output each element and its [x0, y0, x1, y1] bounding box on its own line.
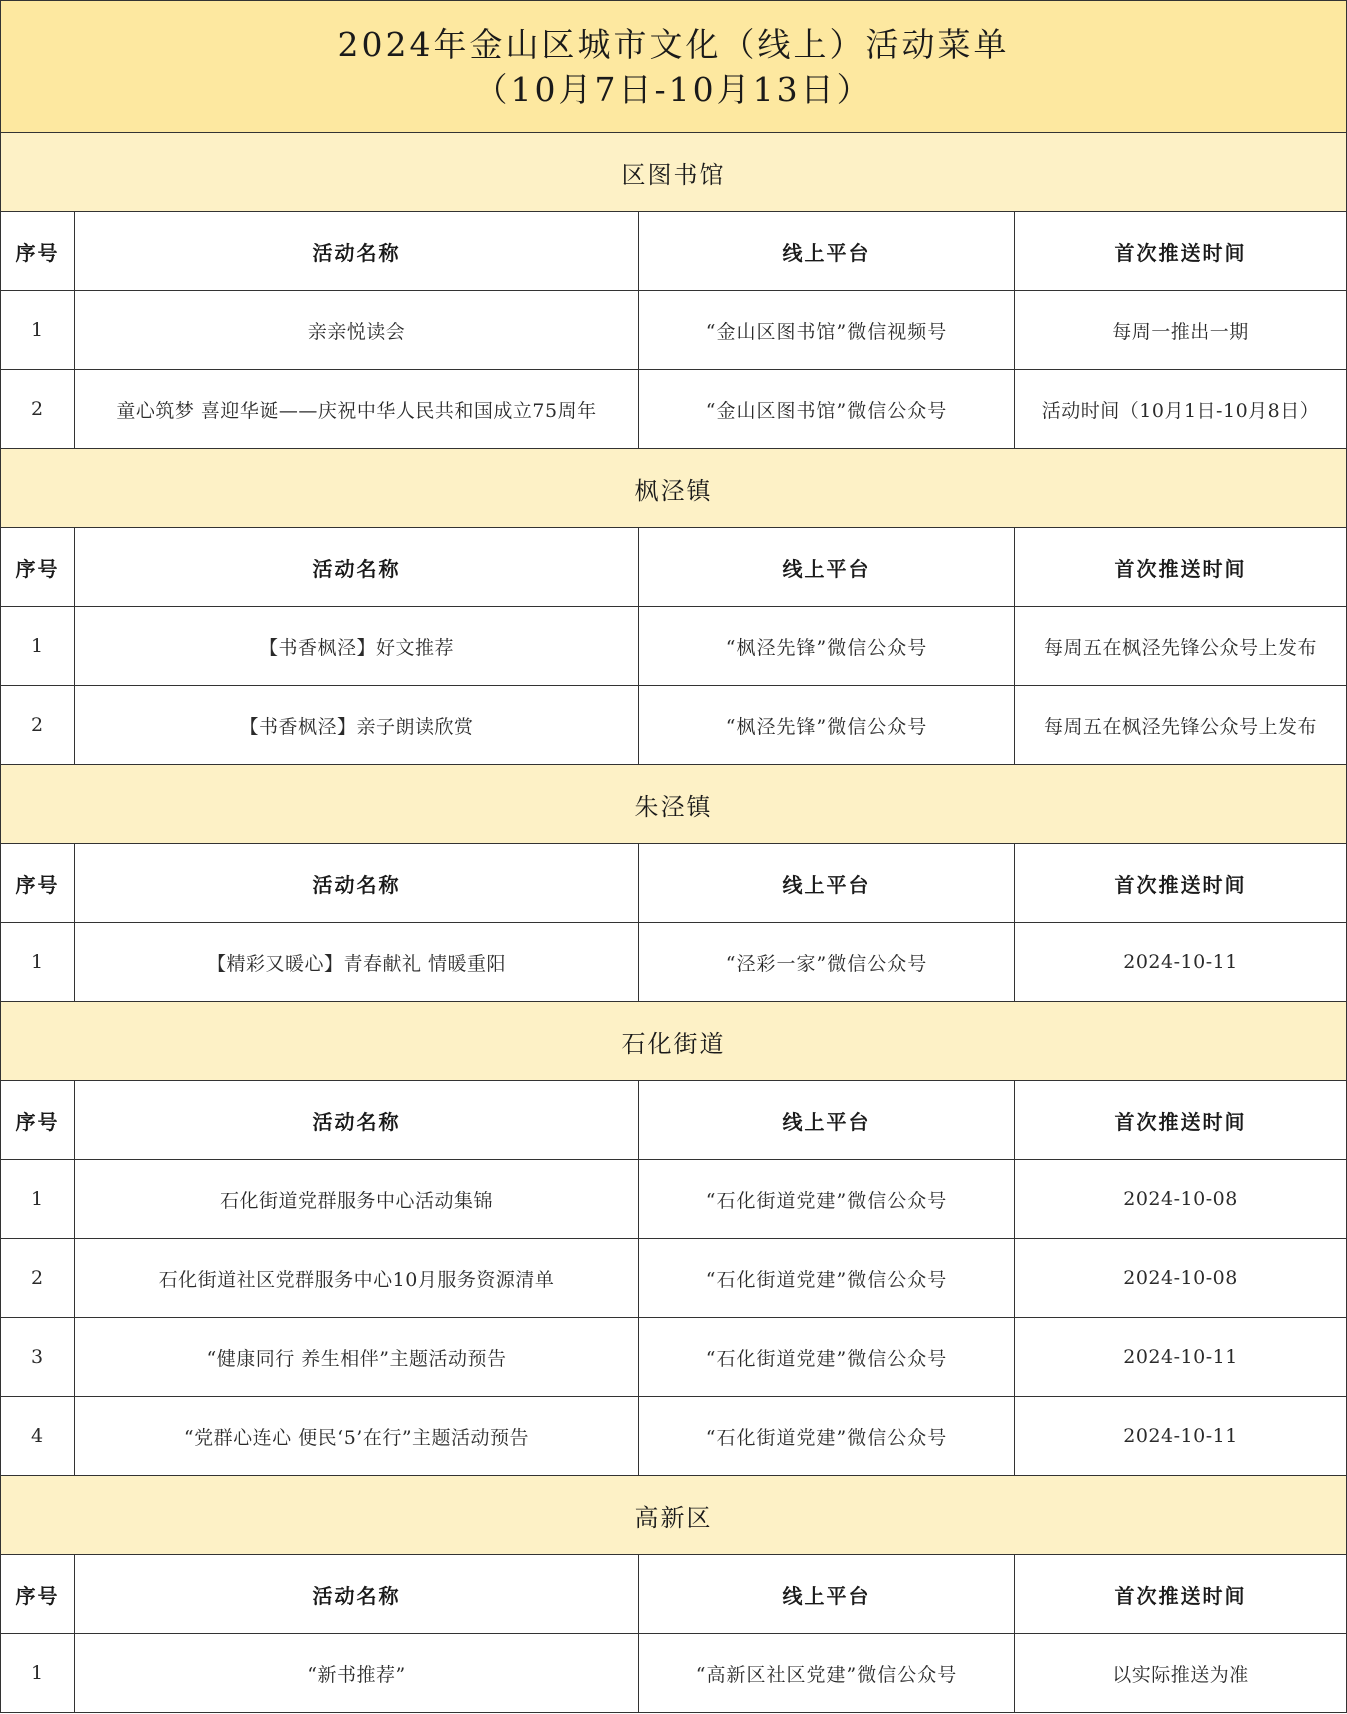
table-row [1, 923, 1347, 1002]
column-header-row [1, 1081, 1347, 1160]
first-push-time: 活动时间（10月1日-10月8日） [1015, 370, 1347, 449]
first-push-time: 每周五在枫泾先锋公众号上发布 [1015, 686, 1347, 765]
section-row [1, 133, 1347, 212]
section-row [1, 765, 1347, 844]
column-header-index: 序号 [1, 1555, 75, 1634]
section-row [1, 449, 1347, 528]
first-push-time: 2024-10-11 [1015, 923, 1347, 1002]
table-row [1, 607, 1347, 686]
column-header-platform: 线上平台 [639, 1555, 1015, 1634]
column-header-row [1, 528, 1347, 607]
online-platform: “泾彩一家”微信公众号 [639, 923, 1015, 1002]
section-title: 枫泾镇 [1, 449, 1347, 528]
row-index: 2 [1, 686, 75, 765]
column-header-platform: 线上平台 [639, 212, 1015, 291]
table-row [1, 1318, 1347, 1397]
activity-name: “健康同行 养生相伴”主题活动预告 [75, 1318, 639, 1397]
title-line-date-range: （10月7日-10月13日） [474, 69, 873, 109]
online-platform: “石化街道党建”微信公众号 [639, 1397, 1015, 1476]
section-title: 朱泾镇 [1, 765, 1347, 844]
first-push-time: 以实际推送为准 [1015, 1634, 1347, 1713]
section-row [1, 1002, 1347, 1081]
row-index: 1 [1, 923, 75, 1002]
column-header-time: 首次推送时间 [1015, 212, 1347, 291]
activity-name: 【书香枫泾】亲子朗读欣赏 [75, 686, 639, 765]
activity-name: 亲亲悦读会 [75, 291, 639, 370]
column-header-index: 序号 [1, 844, 75, 923]
first-push-time: 2024-10-11 [1015, 1397, 1347, 1476]
row-index: 1 [1, 607, 75, 686]
online-platform: “枫泾先锋”微信公众号 [639, 686, 1015, 765]
column-header-row [1, 844, 1347, 923]
column-header-platform: 线上平台 [639, 1081, 1015, 1160]
column-header-row [1, 212, 1347, 291]
online-platform: “石化街道党建”微信公众号 [639, 1318, 1015, 1397]
row-index: 4 [1, 1397, 75, 1476]
activity-name: 石化街道社区党群服务中心10月服务资源清单 [75, 1239, 639, 1318]
column-header-name: 活动名称 [75, 844, 639, 923]
column-header-name: 活动名称 [75, 212, 639, 291]
activity-name: 【书香枫泾】好文推荐 [75, 607, 639, 686]
online-platform: “高新区社区党建”微信公众号 [639, 1634, 1015, 1713]
column-header-name: 活动名称 [75, 1081, 639, 1160]
column-header-time: 首次推送时间 [1015, 844, 1347, 923]
table-row [1, 1634, 1347, 1713]
first-push-time: 每周五在枫泾先锋公众号上发布 [1015, 607, 1347, 686]
column-header-name: 活动名称 [75, 528, 639, 607]
section-title: 石化街道 [1, 1002, 1347, 1081]
column-header-time: 首次推送时间 [1015, 1081, 1347, 1160]
row-index: 2 [1, 1239, 75, 1318]
column-header-index: 序号 [1, 212, 75, 291]
column-header-time: 首次推送时间 [1015, 1555, 1347, 1634]
online-platform: “枫泾先锋”微信公众号 [639, 607, 1015, 686]
first-push-time: 2024-10-08 [1015, 1160, 1347, 1239]
table-row [1, 686, 1347, 765]
table-row [1, 291, 1347, 370]
activity-name: 【精彩又暖心】青春献礼 情暖重阳 [75, 923, 639, 1002]
table-row [1, 370, 1347, 449]
title-line-main: 2024年金山区城市文化（线上）活动菜单 [337, 24, 1010, 64]
column-header-row [1, 1555, 1347, 1634]
activity-name: 童心筑梦 喜迎华诞——庆祝中华人民共和国成立75周年 [75, 370, 639, 449]
section-title: 区图书馆 [1, 133, 1347, 212]
section-row [1, 1476, 1347, 1555]
row-index: 2 [1, 370, 75, 449]
online-platform: “金山区图书馆”微信视频号 [639, 291, 1015, 370]
online-platform: “石化街道党建”微信公众号 [639, 1160, 1015, 1239]
activity-name: “党群心连心 便民‘5’在行”主题活动预告 [75, 1397, 639, 1476]
first-push-time: 2024-10-11 [1015, 1318, 1347, 1397]
row-index: 1 [1, 1634, 75, 1713]
table-row [1, 1239, 1347, 1318]
column-header-name: 活动名称 [75, 1555, 639, 1634]
title-row [1, 1, 1347, 133]
online-platform: “金山区图书馆”微信公众号 [639, 370, 1015, 449]
first-push-time: 2024-10-08 [1015, 1239, 1347, 1318]
row-index: 3 [1, 1318, 75, 1397]
table-row [1, 1397, 1347, 1476]
row-index: 1 [1, 291, 75, 370]
activity-name: 石化街道党群服务中心活动集锦 [75, 1160, 639, 1239]
column-header-index: 序号 [1, 528, 75, 607]
page-title [1, 1, 1347, 133]
first-push-time: 每周一推出一期 [1015, 291, 1347, 370]
column-header-platform: 线上平台 [639, 844, 1015, 923]
section-title: 高新区 [1, 1476, 1347, 1555]
activity-name: “新书推荐” [75, 1634, 639, 1713]
column-header-index: 序号 [1, 1081, 75, 1160]
table-row [1, 1160, 1347, 1239]
activity-menu-body [1, 1, 1347, 1713]
column-header-platform: 线上平台 [639, 528, 1015, 607]
row-index: 1 [1, 1160, 75, 1239]
online-platform: “石化街道党建”微信公众号 [639, 1239, 1015, 1318]
column-header-time: 首次推送时间 [1015, 528, 1347, 607]
